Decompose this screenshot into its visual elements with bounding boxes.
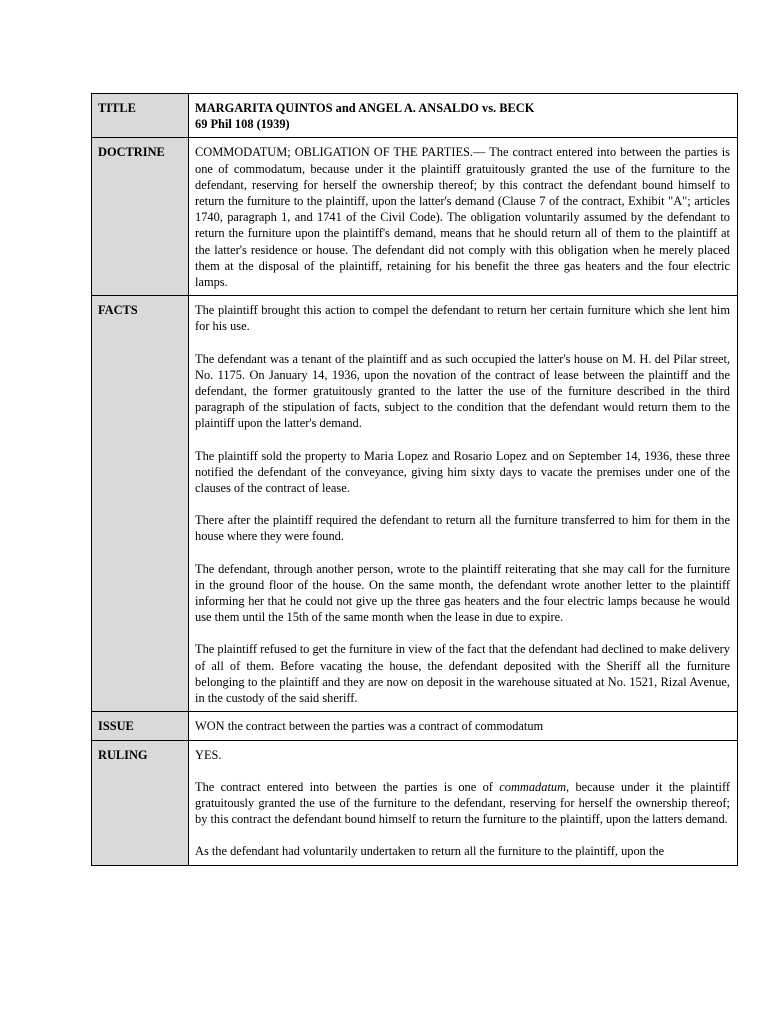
ruling-row — [92, 740, 738, 865]
ruling-text-after: , because under it the plaintiff gratuitously granted the use of the furniture to the defendant, reserving for herself the ownership thereof; by this contract the defendant bound himself to return the furniture to the plaintiff, upon the latters demand. — [195, 779, 730, 827]
ruling-text-before: The contract entered into between the parties is one of — [195, 779, 500, 794]
doctrine-content — [189, 138, 738, 296]
doctrine-label: DOCTRINE — [92, 138, 189, 296]
issue-row — [92, 712, 738, 740]
title-label: TITLE — [92, 94, 189, 138]
ruling-content — [189, 740, 738, 865]
facts-paragraph: There after the plaintiff required the defendant to return all the furniture transferred to him for them in the house where they were found. — [195, 513, 730, 544]
issue-text: WON the contract between the parties was a contract of commodatum — [189, 712, 738, 740]
case-name: MARGARITA QUINTOS and ANGEL A. ANSALDO vs. BECK — [195, 101, 535, 115]
ruling-label: RULING — [92, 740, 189, 865]
facts-label: FACTS — [92, 296, 189, 712]
facts-paragraph: The defendant was a tenant of the plaintiff and as such occupied the latter's house on M. H. del Pilar street, No. 1175. On January 14, 1936, upon the novation of the contract of lease between the plaintiff and the defendant, the former gratuitously granted to the latter the use of the furniture described in the third paragraph of the stipulation of facts, subject to the condition that the defendant would return them to the plaintiff upon the latter's demand. — [195, 351, 730, 431]
facts-content — [189, 296, 738, 712]
doctrine-text: COMMODATUM; OBLIGATION OF THE PARTIES.— The contract entered into between the parties is one of commodatum, because under it the plaintiff gratuitously granted the use of the furniture to the defendant, reserving for herself the ownership thereof; by this contract the defendant bound himself to return the furniture to the plaintiff, upon the latter's demand (Clause 7 of the contract, Exhibit "A"; articles 1740, paragraph 1, and 1741 of the Civil Code). The obligation voluntarily assumed by the defendant to return the furniture upon the plaintiff's demand, means that he should return all of them to the plaintiff at the latter's residence or house. The defendant did not comply with this obligation when he merely placed them at the disposal of the plaintiff, retaining for his benefit the three gas heaters and the four electric lamps. — [195, 145, 730, 290]
ruling-italic-term: commadatum — [499, 779, 567, 794]
doctrine-row — [92, 138, 738, 296]
ruling-paragraph-continued: As the defendant had voluntarily undertaken to return all the furniture to the plaintiff, upon the — [195, 844, 665, 859]
facts-paragraph: The plaintiff refused to get the furniture in view of the fact that the defendant had declined to make delivery of all of them. Before vacating the house, the defendant deposited with the Sheriff all the furniture belonging to the plaintiff and they are now on deposit in the warehouse situated at No. 1521, Rizal Avenue, in the custody of the said sheriff. — [195, 642, 730, 706]
case-digest-table — [91, 93, 738, 866]
facts-paragraph: The plaintiff brought this action to compel the defendant to return her certain furniture which she lent him for his use. — [195, 303, 730, 334]
title-content — [189, 94, 738, 138]
ruling-answer: YES. — [195, 747, 222, 762]
issue-label: ISSUE — [92, 712, 189, 740]
facts-paragraph: The defendant, through another person, wrote to the plaintiff reiterating that she may call for the furniture in the ground floor of the house. On the same month, the defendant wrote another letter to the plaintiff informing her that he could not give up the three gas heaters and the four electric lamps because he would use them until the 15th of the same month when the lease in due to expire. — [195, 561, 730, 625]
facts-row — [92, 296, 738, 712]
title-row — [92, 94, 738, 138]
case-citation: 69 Phil 108 (1939) — [195, 117, 290, 132]
facts-paragraph: The plaintiff sold the property to Maria Lopez and Rosario Lopez and on September 14, 1936, these three notified the defendant of the conveyance, giving him sixty days to vacate the premises under one of the clauses of the contract of lease. — [195, 448, 730, 496]
ruling-paragraph — [195, 779, 730, 828]
